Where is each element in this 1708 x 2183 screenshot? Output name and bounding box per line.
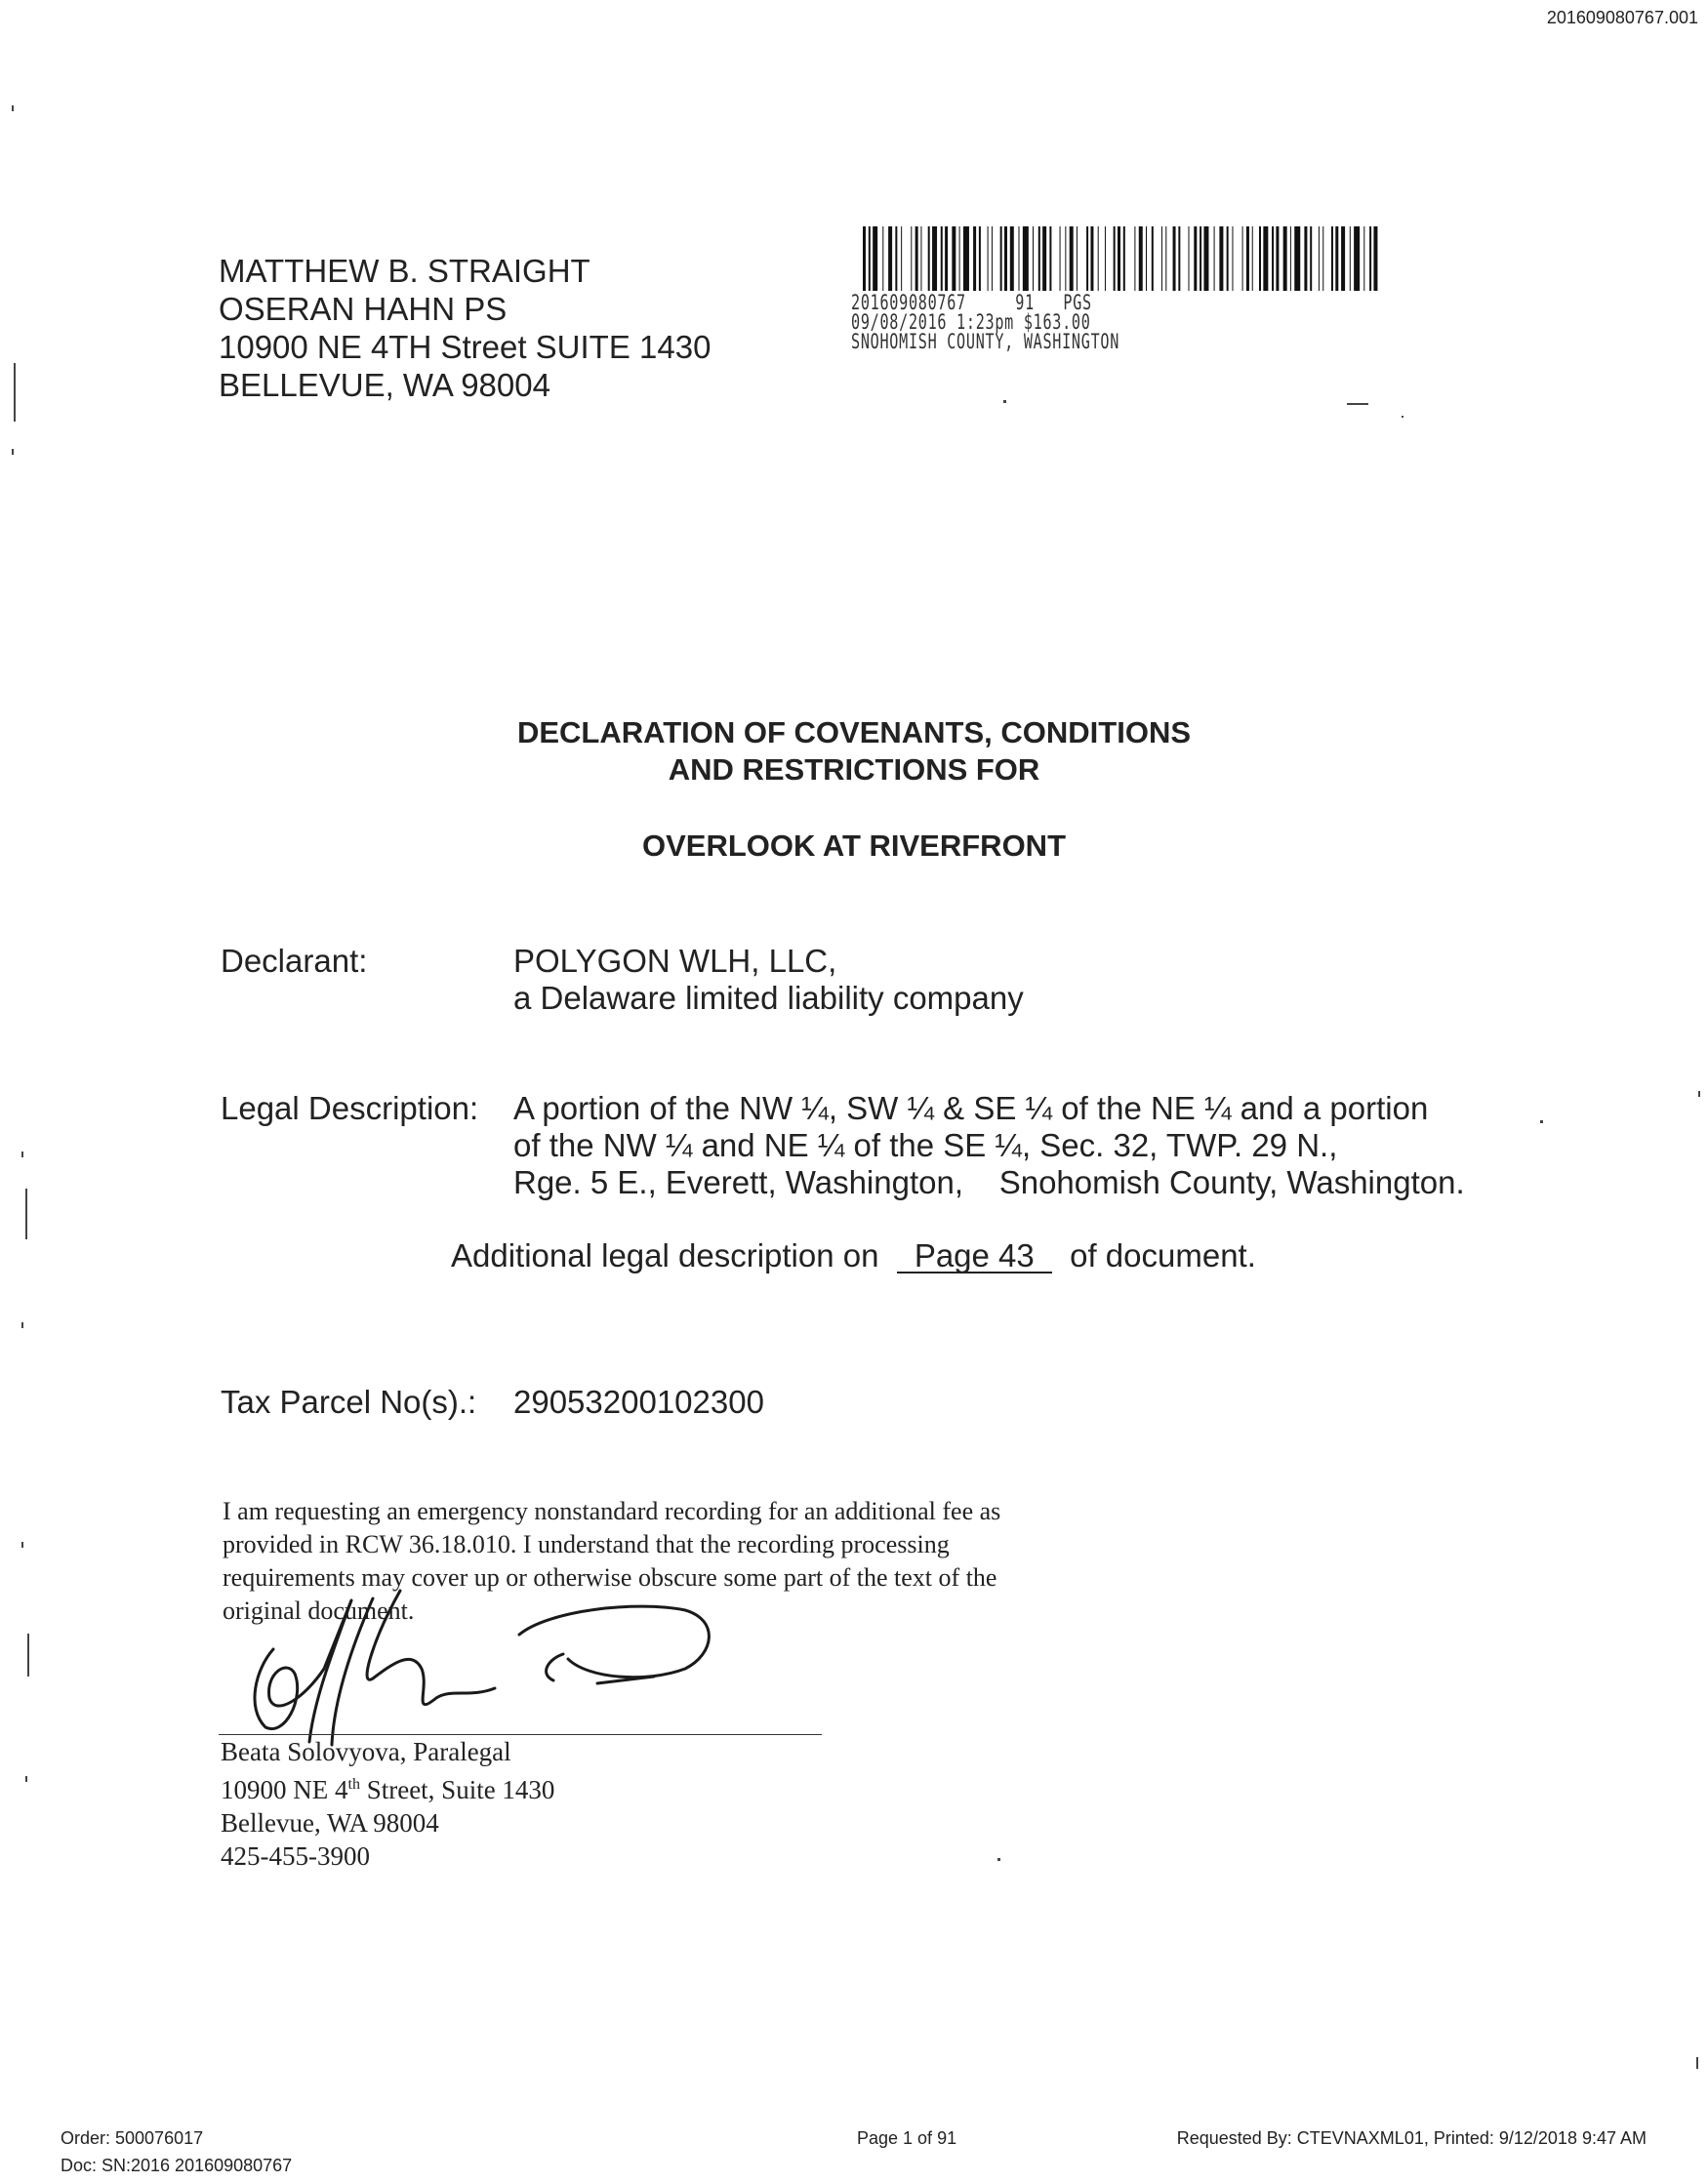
notice-line-1: I am requesting an emergency nonstandard recording for an additional fee as bbox=[223, 1497, 1001, 1525]
barcode-bar bbox=[1304, 226, 1307, 291]
barcode-bar bbox=[1373, 226, 1377, 291]
barcode-bar bbox=[1276, 226, 1279, 291]
barcode-bar bbox=[1161, 226, 1162, 291]
barcode-bar bbox=[1038, 226, 1040, 291]
margin-mark bbox=[21, 1542, 23, 1548]
barcode-bar bbox=[882, 226, 883, 291]
barcode-bar bbox=[1200, 226, 1201, 291]
barcode-bar bbox=[932, 226, 937, 291]
barcode-bar bbox=[901, 226, 902, 291]
barcode-bar bbox=[1123, 226, 1125, 291]
signer-phone: 425-455-3900 bbox=[221, 1841, 370, 1871]
barcode-bar bbox=[1000, 226, 1002, 291]
barcode-bar bbox=[873, 226, 877, 291]
barcode-bar bbox=[1146, 226, 1147, 291]
barcode-bar bbox=[1098, 226, 1099, 291]
margin-mark bbox=[1540, 1120, 1543, 1123]
barcode-bar bbox=[1363, 226, 1364, 291]
margin-mark bbox=[25, 1189, 27, 1239]
return-street: 10900 NE 4TH Street SUITE 1430 bbox=[219, 329, 712, 365]
barcode-bar bbox=[1263, 226, 1268, 291]
instrument-number: 201609080767 bbox=[851, 291, 966, 314]
barcode-bar bbox=[1139, 226, 1143, 291]
barcode-bar bbox=[1194, 226, 1197, 291]
barcode-bar bbox=[1065, 226, 1066, 291]
recording-date-fee: 09/08/2016 1:23pm $163.00 bbox=[851, 310, 1091, 334]
barcode-bar bbox=[1350, 226, 1351, 291]
legal-line-3-a: Rge. 5 E., Everett, Washington, bbox=[513, 1164, 964, 1200]
recording-stamp bbox=[851, 293, 1119, 351]
legal-line-2: of the NW ¼ and NE ¼ of the SE ¼, Sec. 32, TWP. 29 N., bbox=[513, 1127, 1338, 1163]
barcode-bar bbox=[1019, 226, 1020, 291]
return-city: BELLEVUE, WA 98004 bbox=[219, 367, 550, 403]
recording-barcode bbox=[863, 226, 1378, 291]
tax-parcel-label: Tax Parcel No(s).: bbox=[221, 1384, 477, 1420]
barcode-bar bbox=[1219, 226, 1223, 291]
barcode-bar bbox=[1369, 226, 1371, 291]
barcode-bar bbox=[1227, 226, 1229, 291]
barcode-bar bbox=[1335, 226, 1338, 291]
footer-page: Page 1 of 91 bbox=[857, 2128, 957, 2148]
margin-mark bbox=[21, 1152, 23, 1157]
legal-line-1: A portion of the NW ¼, SW ¼ & SE ¼ of the NE ¼ and a portion bbox=[513, 1090, 1429, 1126]
notice-line-4: original document. bbox=[223, 1597, 415, 1625]
signer-street: 10900 NE 4th Street, Suite 1430 bbox=[221, 1775, 555, 1804]
additional-prefix: Additional legal description on bbox=[451, 1237, 879, 1273]
barcode-bar bbox=[915, 226, 918, 291]
barcode-bar bbox=[992, 226, 993, 291]
barcode-bar bbox=[1290, 226, 1291, 291]
recording-county: SNOHOMISH COUNTY, WASHINGTON bbox=[851, 330, 1120, 353]
barcode-bar bbox=[869, 226, 871, 291]
barcode-bar bbox=[1232, 226, 1233, 291]
footer-order: Order: 500076017 bbox=[61, 2128, 204, 2148]
margin-mark bbox=[997, 1858, 1000, 1861]
barcode-bar bbox=[1134, 226, 1135, 291]
barcode-bar bbox=[973, 226, 976, 291]
barcode-bar bbox=[1010, 226, 1014, 291]
legal-description-label: Legal Description: bbox=[221, 1090, 479, 1126]
declarant-value bbox=[513, 943, 1024, 1017]
barcode-bar bbox=[1060, 226, 1061, 291]
legal-line-3 bbox=[513, 1164, 1465, 1201]
signer-city: Bellevue, WA 98004 bbox=[221, 1808, 439, 1838]
declarant-entity: a Delaware limited liability company bbox=[513, 980, 1024, 1016]
barcode-bar bbox=[1203, 226, 1208, 291]
barcode-bar bbox=[1049, 226, 1051, 291]
barcode-bar bbox=[1259, 226, 1261, 291]
document-title bbox=[0, 714, 1708, 788]
barcode-bar bbox=[1341, 226, 1345, 291]
tax-parcel-number: 29053200102300 bbox=[513, 1384, 764, 1420]
barcode-bar bbox=[863, 226, 866, 291]
document-id: 201609080767.001 bbox=[1546, 8, 1698, 27]
barcode-bar bbox=[1283, 226, 1287, 291]
return-firm: OSERAN HAHN PS bbox=[219, 291, 508, 327]
margin-mark bbox=[25, 1776, 27, 1782]
return-address-block bbox=[219, 252, 711, 404]
barcode-bar bbox=[888, 226, 892, 291]
barcode-bar bbox=[1004, 226, 1007, 291]
signer-name: Beata Solovyova, Paralegal bbox=[221, 1737, 511, 1766]
project-title: OVERLOOK AT RIVERFRONT bbox=[642, 829, 1066, 863]
barcode-bar bbox=[941, 226, 943, 291]
barcode-bar bbox=[979, 226, 981, 291]
notice-line-3: requirements may cover up or otherwise obscure some part of the text of the bbox=[223, 1563, 997, 1592]
barcode-bar bbox=[1178, 226, 1180, 291]
barcode-bar bbox=[1086, 226, 1088, 291]
barcode-bar bbox=[1173, 226, 1176, 291]
barcode-bar bbox=[1252, 226, 1253, 291]
margin-mark bbox=[1347, 403, 1368, 405]
barcode-bar bbox=[1242, 226, 1243, 291]
additional-legal-line bbox=[451, 1237, 1256, 1274]
return-name: MATTHEW B. STRAIGHT bbox=[219, 253, 590, 289]
title-line-1: DECLARATION OF COVENANTS, CONDITIONS bbox=[516, 715, 1192, 749]
barcode-bar bbox=[1152, 226, 1154, 291]
barcode-bar bbox=[920, 226, 921, 291]
declarant-label: Declarant: bbox=[221, 943, 368, 979]
barcode-bar bbox=[1105, 226, 1106, 291]
legal-line-3-b: Snohomish County, Washington. bbox=[998, 1164, 1465, 1200]
barcode-bar bbox=[1114, 226, 1116, 291]
additional-suffix: of document. bbox=[1070, 1237, 1256, 1273]
legal-description-text bbox=[513, 1090, 1465, 1201]
barcode-bar bbox=[1118, 226, 1120, 291]
barcode-bar bbox=[1090, 226, 1093, 291]
margin-mark bbox=[12, 105, 14, 111]
barcode-bar bbox=[1294, 226, 1300, 291]
title-line-2: AND RESTRICTIONS FOR bbox=[668, 752, 1040, 787]
barcode-bar bbox=[1033, 226, 1034, 291]
barcode-bar bbox=[963, 226, 969, 291]
margin-mark bbox=[27, 1634, 29, 1677]
barcode-bar bbox=[988, 226, 989, 291]
page-count: 91 bbox=[1015, 291, 1035, 314]
barcode-bar bbox=[911, 226, 912, 291]
barcode-bar bbox=[1322, 226, 1323, 291]
barcode-bar bbox=[1354, 226, 1360, 291]
signer-block bbox=[221, 1735, 554, 1873]
margin-mark bbox=[1698, 1091, 1700, 1097]
barcode-bar bbox=[945, 226, 948, 291]
margin-mark bbox=[12, 449, 14, 455]
barcode-bar bbox=[1070, 226, 1074, 291]
barcode-bar bbox=[1319, 226, 1320, 291]
notice-line-2: provided in RCW 36.18.010. I understand that the recording processing bbox=[223, 1530, 950, 1558]
barcode-bar bbox=[952, 226, 956, 291]
declarant-name: POLYGON WLH, LLC, bbox=[513, 943, 837, 979]
barcode-bar bbox=[1310, 226, 1312, 291]
page-count-label: PGS bbox=[1063, 291, 1092, 314]
additional-page-field: Page 43 bbox=[897, 1239, 1052, 1273]
barcode-bar bbox=[1165, 226, 1166, 291]
barcode-bar bbox=[895, 226, 897, 291]
barcode-bar bbox=[1331, 226, 1333, 291]
footer-requested: Requested By: CTEVNAXML01, Printed: 9/12/2018 9:47 AM bbox=[1176, 2128, 1647, 2148]
barcode-bar bbox=[1023, 226, 1029, 291]
margin-mark bbox=[1696, 2057, 1698, 2069]
margin-mark bbox=[1003, 400, 1006, 403]
barcode-bar bbox=[928, 226, 930, 291]
barcode-bar bbox=[1189, 226, 1190, 291]
footer-doc: Doc: SN:2016 201609080767 bbox=[61, 2156, 293, 2175]
handwritten-signature bbox=[226, 1581, 753, 1747]
barcode-bar bbox=[959, 226, 960, 291]
barcode-bar bbox=[1246, 226, 1249, 291]
barcode-bar bbox=[1272, 226, 1274, 291]
barcode-bar bbox=[1042, 226, 1046, 291]
barcode-bar bbox=[1214, 226, 1215, 291]
margin-mark bbox=[14, 363, 16, 422]
barcode-bar bbox=[1077, 226, 1078, 291]
margin-mark bbox=[21, 1322, 23, 1328]
margin-mark bbox=[1402, 416, 1403, 418]
